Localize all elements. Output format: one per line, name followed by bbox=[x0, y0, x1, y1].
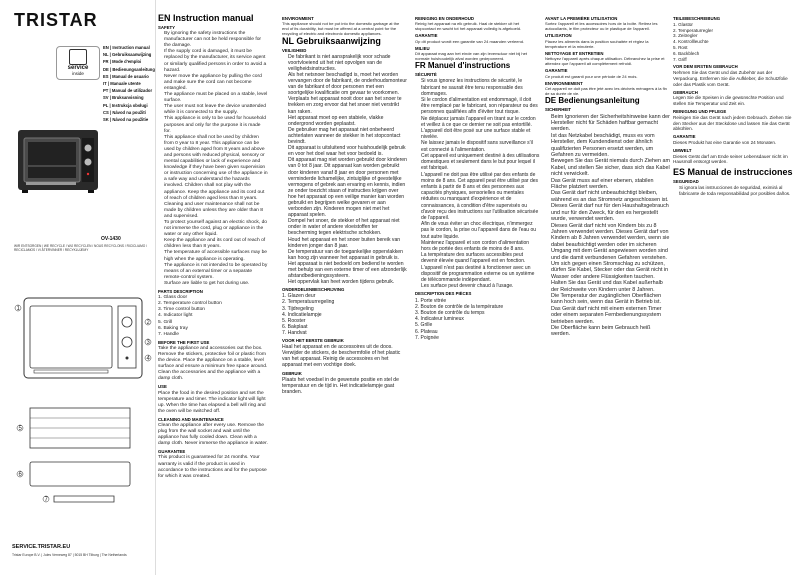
language-item: SV | Bruksanvisning bbox=[103, 95, 144, 101]
de-parts-heading: TEILEBESCHREIBUNG bbox=[673, 16, 721, 21]
en-environment-heading: ENVIRONMENT bbox=[282, 16, 314, 21]
de-guarantee-text: Dieses Produkt hat eine Garantie von 24 Monaten. bbox=[673, 139, 777, 145]
svg-text:5: 5 bbox=[18, 426, 22, 432]
safety-item: • Dieses Gerät darf nur für den Haushaltsgebrauch und nur für den Zweck, für den es hergestellt wurde, verwendet werden. bbox=[551, 203, 670, 222]
nl-use-heading: GEBRUIK bbox=[282, 370, 302, 376]
safety-item: • Dieses Gerät darf nicht von Kindern bis zu 8 Jahren verwendet werden. Dieses Gerät darf von Kindern ab 8 Jahren verwendet werden, wenn sie dabei beaufsichtigt werden oder im sicheren Umgang mit dem Gerät angewiesen worden sind und die damit verbundenen Gefahren verstehen. bbox=[551, 223, 670, 261]
part-item: 3. Bouton de contrôle du temps bbox=[415, 309, 485, 316]
column-5 bbox=[673, 14, 798, 562]
safety-item: • Cet appareil est uniquement destiné à des utilisations domestiques et seulement dans le but pour lequel il est fabriqué. bbox=[421, 153, 540, 172]
en-before-text: Take the appliance and accessories out the box. Remove the stickers, protective foil or plastic from the device. Place the appliance on a stable, level surface and ensure a minimum free space around. Clean the accessories and the appliance with a damp cloth. bbox=[158, 345, 268, 382]
svg-text:3: 3 bbox=[146, 340, 150, 346]
fr-guarantee-heading: GARANTIE bbox=[545, 68, 568, 74]
en-lang-code: EN bbox=[158, 14, 174, 23]
en-environment-text: This appliance should not be put into the domestic garbage at the end of its durability, but must be offered at a central point for the recycling of electric and electronic domestic appliances. bbox=[282, 21, 400, 37]
language-item: DE | Bedienungsanleitung bbox=[103, 66, 155, 72]
service-line2: inside bbox=[72, 71, 84, 76]
safety-item: • L'appareil n'est pas destiné à fonctionner avec un dispositif de programmation externe ou un système de télécommande indépendant. bbox=[421, 265, 540, 284]
safety-item: • Dit apparaat is uitsluitend voor huishoudelijk gebruik en voor het doel waar het voor bedoeld is. bbox=[288, 145, 407, 157]
safety-item: • Houd het apparaat en het snoer buiten bereik van kinderen jonger dan 8 jaar. bbox=[288, 237, 407, 249]
part-item: 2. Temperatuurregeling bbox=[282, 299, 335, 306]
language-item: SK | Návod na použitie bbox=[103, 117, 149, 123]
safety-item: • Het apparaat is niet bedoeld om bediend te worden met behulp van een externe timer of een afzonderlijk afstandbedieningssysteem. bbox=[288, 261, 407, 279]
fr-parts-list bbox=[415, 298, 540, 341]
fr-lang-code: FR bbox=[415, 61, 428, 71]
safety-item: • The appliance must be placed on a stable, level surface. bbox=[164, 92, 268, 104]
fr-use-heading: UTILISATION bbox=[545, 33, 572, 39]
safety-item: • Si ignora las instrucciones de seguridad, eximirá al fabricante de toda responsabilidad por posibles daños. bbox=[679, 185, 798, 197]
safety-item: • Never move the appliance by pulling the cord and make sure the cord can not become entangled. bbox=[164, 74, 268, 92]
safety-item: • Surface are liable to get hot during use. bbox=[164, 281, 268, 287]
safety-item: • Halten Sie das Gerät und das Kabel außerhalb der Reichweite von Kindern unter 8 Jahren. bbox=[551, 280, 670, 293]
column-2 bbox=[282, 14, 407, 562]
part-item: 3. Time control button bbox=[158, 307, 206, 313]
language-item: IT | Manuale utente bbox=[103, 81, 141, 87]
fr-title: Manuel d'instructions bbox=[427, 61, 511, 71]
nl-safety-list bbox=[282, 54, 407, 286]
nl-environment-text: Dit apparaat mag aan het einde van zijn levensduur niet bij het normale huishoudelijk afval worden gedeponeerd. bbox=[415, 50, 528, 62]
part-item: 2. Temperature control button bbox=[158, 301, 222, 307]
column-4 bbox=[545, 14, 670, 562]
fr-section bbox=[415, 61, 540, 341]
nl-before-heading: VOOR HET EERSTE GEBRUIK bbox=[282, 338, 344, 344]
model-number: OV-1430 bbox=[101, 236, 121, 242]
part-item: 2. Bouton de contrôle de la température bbox=[415, 303, 504, 310]
part-item: 1. Glastür bbox=[673, 21, 693, 27]
language-item: EN | Instruction manual bbox=[103, 45, 150, 50]
svg-text:7: 7 bbox=[44, 497, 48, 503]
safety-item: • Beim Ignorieren der Sicherheitshinweise kann der Hersteller nicht für Schäden haftbar gemacht werden. bbox=[551, 114, 670, 133]
divider bbox=[155, 0, 156, 575]
part-item: 1. Glass door bbox=[158, 295, 188, 301]
safety-item: • Dompel het snoer, de stekker of het apparaat niet onder in water of andere vloeistoffen ter bescherming tegen elektrische schokken. bbox=[288, 218, 407, 236]
safety-item: • If the supply cord is damaged, it must be replaced by the manufacturer, its service agent or similarly qualified persons in order to avoid a hazard. bbox=[164, 49, 268, 73]
company-address: Tristar Europe B.V. | Jules Verneweg 87 | 5015 BH Tilburg | The Netherlands bbox=[12, 553, 127, 557]
part-item: 5. Rooster bbox=[282, 317, 306, 324]
recycling-notice: WIR ENTSORGEN / WE RECYCLE / WIJ RECYCLEN / NOUS RECYCLONS / RICICLIAMO / RECICLAMOS / VI ÅTERVINNER / RECYKLUJEMY bbox=[14, 244, 148, 253]
de-guarantee-heading: GARANTIE bbox=[673, 134, 696, 140]
es-section bbox=[673, 168, 798, 196]
de-parts-list bbox=[673, 22, 798, 63]
service-icon bbox=[69, 49, 87, 65]
nl-environment-heading: MILIEU bbox=[415, 45, 430, 51]
en-use-heading: USE bbox=[158, 384, 167, 390]
nl-cleaning-heading: REINIGING EN ONDERHOUD bbox=[415, 16, 474, 21]
part-item: 7. Handvat bbox=[282, 329, 307, 336]
safety-item: • Si vous ignorez les instructions de sécurité, le fabricant ne saurait être tenu responsable des dommages. bbox=[421, 78, 540, 97]
safety-item: • Die Temperatur der zugänglichen Oberflächen kann hoch sein, wenn das Gerät in Betrieb ist. bbox=[551, 293, 670, 306]
safety-item: • Ne déplacez jamais l'appareil en tirant sur le cordon et veillez à ce que ce dernier ne soit pas entortillé. bbox=[421, 116, 540, 128]
de-environment-heading: UMWELT bbox=[673, 147, 692, 153]
part-item: 2. Temperaturregler bbox=[673, 27, 714, 33]
fr-environment-text: Cet appareil ne doit pas être jeté avec les déchets ménagers à la fin de sa durée de vie. bbox=[545, 85, 667, 97]
fr-before-heading: AVANT LA PREMIÈRE UTILISATION bbox=[545, 16, 618, 21]
safety-item: • Keep the appliance and its cord out of reach of children less than 8 years. bbox=[164, 238, 268, 250]
part-item: 7. Griff bbox=[673, 56, 687, 62]
fr-guarantee-text: Ce produit est garanti pour une période de 24 mois. bbox=[545, 73, 638, 79]
safety-item: • Bewegen Sie das Gerät niemals durch Ziehen am Kabel, und stellen Sie sicher, dass sich das Kabel nicht verwickelt. bbox=[551, 158, 670, 177]
part-item: 6. Baking tray bbox=[158, 325, 188, 331]
de-environment-text: Dieses Gerät darf am Ende seiner Lebensdauer nicht im Hausmüll entsorgt werden. bbox=[673, 153, 788, 165]
safety-item: • Verplaats het apparaat nooit door aan het snoer te trekken en zorg ervoor dat het snoer niet verstrikt kan raken. bbox=[288, 96, 407, 114]
en-safety-heading: SAFETY bbox=[158, 25, 175, 30]
part-item: 4. Indicatielampje bbox=[282, 311, 322, 318]
fr-cleaning-heading: NETTOYAGE ET ENTRETIEN bbox=[545, 50, 604, 56]
part-item: 6. Bakplaat bbox=[282, 323, 308, 330]
de-lang-code: DE bbox=[545, 96, 559, 106]
safety-item: • Het oppervlak kan heet worden tijdens gebruik. bbox=[288, 279, 407, 285]
language-item: PL | Instrukcja obsługi bbox=[103, 102, 148, 108]
de-safety-heading: SICHERHEIT bbox=[545, 107, 572, 113]
nl-before-text: Haal het apparaat en de accessoires uit de doos. Verwijder de stickers, de beschermfolie of het plastic van het apparaat. Reinig de accessoires en het apparaat met een vochtige doek. bbox=[282, 344, 401, 369]
nl-title: Gebruiksaanwijzing bbox=[296, 35, 381, 46]
nl-safety-heading: VEILIGHEID bbox=[282, 47, 307, 53]
part-item: 1. Porte vitrée bbox=[415, 297, 447, 304]
en-parts-heading: PARTS DESCRIPTION bbox=[158, 289, 203, 295]
safety-item: • Si le cordon d'alimentation est endommagé, il doit être remplacé par le fabricant, son réparateur ou des personnes qualifiées afin d'éviter tout risque. bbox=[421, 97, 540, 116]
de-title: Bedienungsanleitung bbox=[558, 96, 640, 106]
es-safety-heading: SEGURIDAD bbox=[673, 179, 699, 185]
en-guarantee-text: This product is guaranteed for 24 months. Your warranty is valid if the product is used in accordance to the instructions and for the purpose for which it was created. bbox=[158, 455, 267, 479]
svg-text:6: 6 bbox=[18, 472, 22, 478]
fr-safety-list bbox=[415, 78, 540, 289]
oven-illustration bbox=[14, 116, 102, 220]
part-item: 5. Rost bbox=[673, 44, 688, 50]
safety-item: • The appliance is not intended to be operated by means of an external timer or a separate remote-control system. bbox=[164, 263, 268, 281]
language-item: PT | Manual de utilizador bbox=[103, 88, 153, 94]
service-inside-logo bbox=[56, 46, 100, 80]
en-guarantee-heading: GUARANTEE bbox=[158, 449, 186, 455]
part-item: 5. Grill bbox=[158, 319, 173, 325]
safety-item: • Les surface peut devenir chaud à l'usage. bbox=[421, 283, 540, 289]
safety-item: • To protect yourself against an electric shock, do not immerse the cord, plug or appliance in the water or any other liquid. bbox=[164, 220, 268, 238]
safety-item: • Als het netsnoer beschadigd is, moet het worden vervangen door de fabrikant, de onderhoudsmonteur van de fabrikant of door personen met een soortgelijke kwalificatie om gevaar te voorkomen. bbox=[288, 72, 407, 96]
svg-text:4: 4 bbox=[146, 356, 150, 362]
de-use-heading: GEBRAUCH bbox=[673, 89, 698, 95]
nl-cleaning-text: Reinig het apparaat na elk gebruik. Haal de stekker uit het stopcontact en wacht tot het apparaat volledig is afgekoeld. bbox=[415, 21, 522, 32]
part-item: 4. Kontrollleuchte bbox=[673, 39, 709, 45]
safety-item: • Das Gerät muss auf einer ebenen, stabilen Fläche platziert werden. bbox=[551, 178, 670, 191]
part-item: 7. Poignée bbox=[415, 334, 439, 341]
safety-item: • The user must not leave the device unattended while it is connected to the supply. bbox=[164, 104, 268, 116]
language-item: NL | Gebruiksaanwijzing bbox=[103, 52, 152, 58]
de-safety-list bbox=[545, 114, 670, 338]
language-item: ES | Manual de usuario bbox=[103, 73, 149, 79]
en-safety-list bbox=[158, 31, 268, 287]
svg-text:1: 1 bbox=[16, 306, 20, 312]
safety-item: • This appliance shall not be used by children from 0 year to 8 year. This appliance can be used by children aged from 8 years and above and persons with reduced physical, sensory or mental capabilities or lack of experience and knowledge if they have been given supervision or instruction concerning use of the appliance in a safe way and understand the hazards involved. Children shall not play with the appliance. Keep the appliance and its cord out of reach of children aged less than 8 years. Cleaning and user maintenance shall not be made by children unless they are older than 8 and supervised. bbox=[164, 135, 268, 220]
safety-item: • La température des surfaces accessibles peut devenir élevée quand l'appareil est en fonction. bbox=[421, 252, 540, 264]
fr-before-text: Sortez l'appareil et les accessoires hors de la boîte. Retirez les autocollants, le film protecteur ou le plastique de l'appareil. bbox=[545, 21, 658, 32]
part-item: 7. Handle bbox=[158, 331, 179, 337]
de-section bbox=[545, 96, 670, 338]
safety-item: • Dit apparaat mag niet worden gebruikt door kinderen van 0 tot 8 jaar. Dit apparaat kan worden gebruikt door kinderen vanaf 8 jaar en door personen met verminderde lichamelijke, zintuiglijke of geestelijke vermogens of gebrek aan ervaring en kennis, indien ze onder toezicht staan of instructies krijgen over hoe het apparaat op een veilige manier kan worden gebruikt en begrijpen welke gevaren er aan verbonden zijn. Kinderen mogen niet met het apparaat spelen. bbox=[288, 157, 407, 218]
brand-logo: TRISTAR bbox=[14, 10, 98, 30]
safety-item: • Ist das Netzkabel beschädigt, muss es vom Hersteller, dem Kundendienst oder ähnlich qualifizierten Personen ersetzt werden, um Gefahren zu vermeiden. bbox=[551, 133, 670, 159]
part-item: 5. Grille bbox=[415, 322, 433, 329]
fr-use-text: Placez les aliments dans la position souhaitée et réglez la température et la minuterie. bbox=[545, 38, 649, 49]
safety-item: • Het apparaat moet op een stabiele, vlakke ondergrond worden geplaatst. bbox=[288, 115, 407, 127]
fr-cleaning-text: Nettoyez l'appareil après chaque utilisation. Débranchez la prise et attendez que l'appareil ait complètement refroidi. bbox=[545, 56, 665, 67]
de-use-text: Legen Sie die Speisen in die gewünschte Position und stellen Sie Temperatur und Zeit ein. bbox=[673, 95, 784, 107]
nl-section bbox=[282, 37, 407, 395]
en-before-heading: BEFORE THE FIRST USE bbox=[158, 339, 210, 345]
nl-lang-code: NL bbox=[282, 35, 297, 46]
es-safety-list bbox=[673, 185, 798, 197]
en-parts-list bbox=[158, 295, 268, 338]
de-cleaning-heading: REINIGUNG UND PFLEGE bbox=[673, 108, 727, 114]
safety-item: • L'appareil ne doit pas être utilisé par des enfants de moins de 8 ans. Cet appareil peut être utilisé par des enfants à partir de 8 ans et des personnes aux capacités physiques, sensorielles ou mentales réduites ou manquant d'expérience et de connaissances, à condition d'être supervisés ou d'avoir reçu des instructions sur l'utilisation sécurisée de l'appareil. bbox=[421, 172, 540, 222]
part-item: 3. Zeitregler bbox=[673, 33, 698, 39]
service-line1: service bbox=[67, 65, 89, 71]
safety-item: • Das Gerät darf nicht unbeaufsichtigt bleiben, während es an das Stromnetz angeschlossen ist. bbox=[551, 190, 670, 203]
de-before-text: Nehmen Sie das Gerät und das Zubehör aus der Verpackung. Entfernen Sie die Aufkleber, die Schutzfolie oder das Plastik vom Gerät. bbox=[673, 70, 788, 87]
safety-item: • Das Gerät darf nicht mit einem externen Timer oder einem separaten Fernbedienungssystem betrieben werden. bbox=[551, 306, 670, 325]
part-item: 4. Indicateur lumineux bbox=[415, 316, 464, 323]
fr-environment-heading: ENVIRONNEMENT bbox=[545, 80, 583, 86]
safety-item: • Die Oberfläche kann beim Gebrauch heiß werden. bbox=[551, 325, 670, 338]
part-item: 1. Glazen deur bbox=[282, 293, 316, 300]
nl-guarantee-text: Op dit product wordt een garantie van 24 maanden verleend. bbox=[415, 38, 525, 44]
nl-use-text: Plaats het voedsel in de gewenste positie en stel de temperatuur en de tijd in. Het indicatielampje gaat branden. bbox=[282, 376, 399, 395]
part-item: 3. Tijdregeling bbox=[282, 305, 314, 312]
service-website[interactable]: SERVICE.TRISTAR.EU bbox=[12, 544, 71, 550]
safety-item: • De fabrikant is niet aansprakelijk voor schade voortvloeiend uit het niet opvolgen van de veiligheidsinstructies. bbox=[288, 54, 407, 72]
column-3 bbox=[415, 14, 540, 562]
nl-guarantee-heading: GARANTIE bbox=[415, 33, 438, 39]
safety-item: • Um sich gegen einen Stromschlag zu schützen, dürfen Sie Kabel, Stecker oder das Gerät nicht in Wasser oder andere Flüssigkeiten tauchen. bbox=[551, 261, 670, 280]
nl-parts-list bbox=[282, 293, 407, 336]
fr-parts-heading: DESCRIPTION DES PIÈCES bbox=[415, 291, 472, 297]
en-use-text: Place the food in the desired position and set the temperature and timer. The indicator light will light up. When the time has elapsed a bell will ring and the oven will be switched off. bbox=[158, 390, 266, 414]
safety-item: • L'appareil doit être posé sur une surface stable et nivelée. bbox=[421, 128, 540, 140]
column-en bbox=[158, 14, 268, 562]
safety-item: • The temperature of accessible surfaces may be high when the appliance is operating. bbox=[164, 250, 268, 262]
safety-item: • Afin de vous éviter un choc électrique, n'immergez pas le cordon, la prise ou l'appareil dans de l'eau ou tout autre liquide. bbox=[421, 221, 540, 240]
part-item: 4. Indicator light bbox=[158, 313, 193, 319]
es-title: Manual de instrucciones bbox=[687, 167, 793, 178]
safety-item: • De temperatuur van de toegankelijke oppervlakken kan hoog zijn wanneer het apparaat in gebruik is. bbox=[288, 249, 407, 261]
safety-item: • Ne laissez jamais le dispositif sans surveillance s'il est connecté à l'alimentation. bbox=[421, 140, 540, 152]
safety-item: • This appliance is only to be used for household purposes and only for the purpose it is made for. bbox=[164, 116, 268, 134]
language-item: FR | Mode d'emploi bbox=[103, 59, 142, 65]
svg-text:2: 2 bbox=[146, 320, 150, 326]
language-list bbox=[103, 44, 155, 123]
part-item: 6. Backblech bbox=[673, 50, 700, 56]
safety-item: • De gebruiker mag het apparaat niet onbeheerd achterlaten wanneer de stekker in het stopcontact bevindt. bbox=[288, 127, 407, 145]
part-item: 6. Plateau bbox=[415, 328, 438, 335]
de-before-heading: VOR DEM ERSTEN GEBRAUCH bbox=[673, 64, 738, 70]
en-title: Instruction manual bbox=[173, 14, 254, 23]
en-cleaning-heading: CLEANING AND MAINTENANCE bbox=[158, 416, 224, 422]
nl-parts-heading: ONDERDELENBESCHRIJVING bbox=[282, 287, 345, 293]
fr-safety-heading: SÉCURITÉ bbox=[415, 72, 437, 78]
parts-diagram bbox=[14, 278, 154, 518]
en-cleaning-text: Clean the appliance after every use. Remove the plug from the wall socket and wait until the appliance has fully cooled down. Clean with a damp cloth. Never immerse the appliance in water. bbox=[158, 423, 268, 447]
language-item: CS | Návod na použití bbox=[103, 109, 146, 115]
de-cleaning-text: Reinigen Sie das Gerät nach jedem Gebrauch. Ziehen Sie den Stecker aus der Steckdose und lassen Sie das Gerät abkühlen. bbox=[673, 114, 792, 132]
safety-item: • By ignoring the safety instructions the manufacturer can not be held responsible for the damage. bbox=[164, 31, 268, 49]
es-lang-code: ES bbox=[673, 167, 688, 178]
safety-item: • Maintenez l'appareil et son cordon d'alimentation hors de portée des enfants de moins de 8 ans. bbox=[421, 240, 540, 252]
